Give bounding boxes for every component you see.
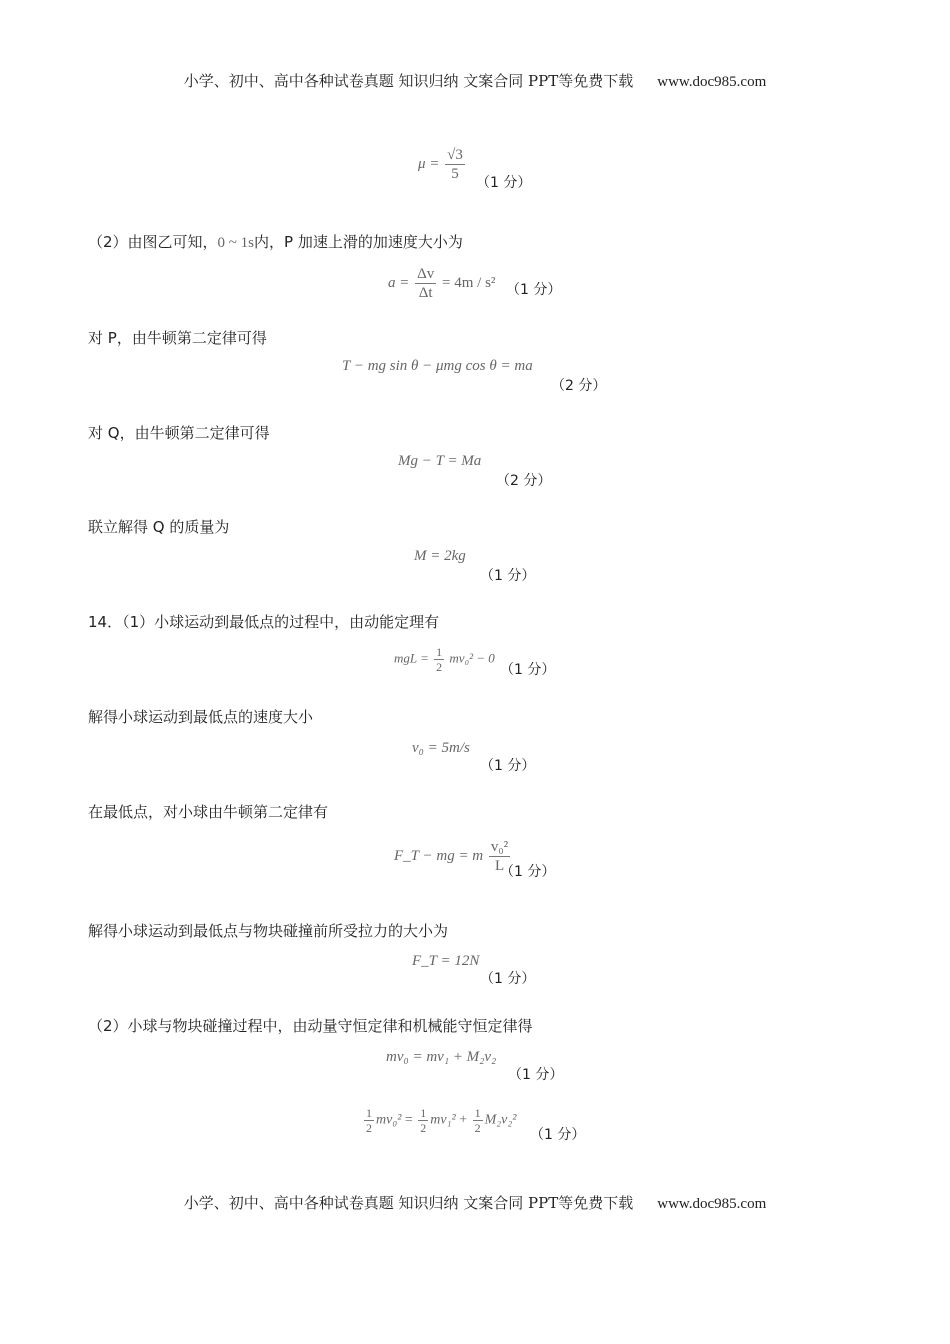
page-header <box>0 70 950 91</box>
equation-kinetic <box>362 1106 516 1135</box>
equation-mu <box>418 146 467 183</box>
text-tension: 解得小球运动到最低点与物块碰撞前所受拉力的大小为 <box>88 922 449 940</box>
eq-momentum-text: mv₀ = mv₁ + M₂v₂ <box>386 1049 497 1065</box>
part2-range: 0 ~ 1s <box>217 235 254 251</box>
equation-v0 <box>412 740 470 757</box>
score-kinetic: （1 分） <box>530 1127 586 1143</box>
eq-mu-num: √3 <box>447 147 463 163</box>
score-mu: （1 分） <box>476 175 532 191</box>
score-p: （2 分） <box>551 378 607 394</box>
eq-q-text: Mg − T = Ma <box>398 453 482 469</box>
eq-a-den: Δt <box>418 285 433 301</box>
eq-a-lhs: a = <box>388 274 410 291</box>
eq-mu-lhs: μ = <box>418 155 440 172</box>
eq-kinetic-frac-1 <box>364 1106 374 1135</box>
score-momentum: （1 分） <box>508 1067 564 1083</box>
equation-ft <box>394 838 512 875</box>
text-newton: 在最低点，对小球由牛顿第二定律有 <box>88 803 329 821</box>
eq-kinetic-num-3: 1 <box>474 1106 481 1120</box>
eq-ft-lhs: F_T − mg = m <box>394 847 484 864</box>
eq-ft-val-text: F_T = 12N <box>412 953 480 969</box>
text-p: 对 P，由牛顿第二定律可得 <box>88 329 267 347</box>
eq-energy-lhs: mgL = <box>394 650 429 666</box>
eq-ft-num: v₀² <box>490 839 509 855</box>
equation-energy <box>394 645 495 674</box>
eq-kinetic-plus: + <box>459 1112 468 1128</box>
eq-kinetic-term-3: M₂v₂² <box>484 1112 517 1128</box>
score-acceleration: （1 分） <box>506 282 562 298</box>
eq-p-text: T − mg sin θ − μmg cos θ = ma <box>342 358 533 374</box>
eq-kinetic-den-3: 2 <box>474 1121 481 1135</box>
eq-energy-num: 1 <box>436 645 443 659</box>
part2-intro <box>88 231 463 252</box>
eq-kinetic-term-2: mv₁² <box>430 1112 456 1128</box>
part2-suffix: 内，P 加速上滑的加速度大小为 <box>254 233 463 251</box>
score-ft: （1 分） <box>500 864 556 880</box>
equation-mass <box>414 548 466 565</box>
text-q: 对 Q，由牛顿第二定律可得 <box>88 424 270 442</box>
equation-p <box>342 358 533 375</box>
footer-site[interactable]: www.doc985.com <box>657 1196 767 1212</box>
eq-kinetic-den-1: 2 <box>366 1121 372 1135</box>
score-ft-value: （1 分） <box>480 971 536 987</box>
score-q: （2 分） <box>496 473 552 489</box>
eq-kinetic-num-1: 1 <box>366 1106 372 1120</box>
eq-kinetic-den-2: 2 <box>420 1121 427 1135</box>
eq-ft-den: L <box>494 858 505 874</box>
eq-mu-fraction <box>445 146 465 183</box>
eq-mu-den: 5 <box>451 166 459 182</box>
equation-q <box>398 453 481 470</box>
eq-energy-rhs: mv₀² − 0 <box>449 650 495 666</box>
q14-part2: （2）小球与物块碰撞过程中，由动量守恒定律和机械能守恒定律得 <box>88 1017 533 1035</box>
part2-prefix: （2）由图乙可知， <box>88 233 218 251</box>
eq-kinetic-frac-3 <box>473 1106 483 1135</box>
q14-intro: 14．（1）小球运动到最低点的过程中，由动能定理有 <box>88 613 440 631</box>
eq-kinetic-num-2: 1 <box>420 1106 427 1120</box>
eq-energy-fraction <box>434 645 444 674</box>
equation-momentum <box>386 1049 496 1066</box>
score-energy: （1 分） <box>500 662 556 678</box>
text-speed: 解得小球运动到最低点的速度大小 <box>88 708 314 726</box>
eq-kinetic-term-1: mv₀² <box>376 1112 402 1128</box>
footer-text: 小学、初中、高中各种试卷真题 知识归纳 文案合同 PPT等免费下载 <box>183 1194 634 1212</box>
eq-kinetic-frac-2 <box>418 1106 428 1135</box>
text-mass: 联立解得 Q 的质量为 <box>88 518 230 536</box>
score-mass: （1 分） <box>480 568 536 584</box>
page-footer <box>0 1192 950 1213</box>
header-site[interactable]: www.doc985.com <box>657 74 767 90</box>
eq-m-text: M = 2kg <box>414 548 466 564</box>
equation-ft-value <box>412 953 479 970</box>
eq-energy-den: 2 <box>436 660 443 674</box>
eq-a-fraction <box>415 265 436 302</box>
eq-a-num: Δv <box>417 266 435 282</box>
header-text: 小学、初中、高中各种试卷真题 知识归纳 文案合同 PPT等免费下载 <box>183 72 634 90</box>
eq-v0-text: v₀ = 5m/s <box>412 740 470 756</box>
eq-kinetic-equals: = <box>404 1112 413 1128</box>
equation-acceleration <box>388 265 495 302</box>
score-v0: （1 分） <box>480 758 536 774</box>
eq-a-rhs: = 4m / s² <box>442 274 496 291</box>
